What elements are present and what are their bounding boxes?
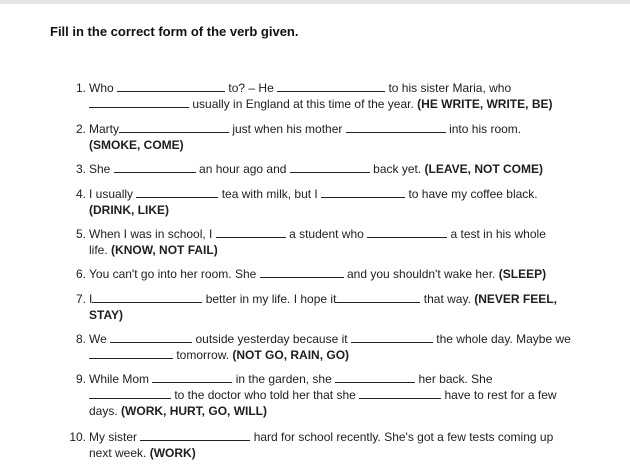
answer-blank[interactable] [110,331,192,343]
item-1-line-2 [89,96,552,112]
item-text: just when his mother [232,122,343,136]
item-9-line-3 [89,403,267,419]
verb-hint: (LEAVE, NOT COME) [424,162,543,176]
item-4-line-2 [89,202,169,218]
verb-hint: (WORK, HURT, GO, WILL) [121,404,268,418]
item-text: Who [89,81,114,95]
item-text: outside yesterday because it [195,332,348,346]
item-2-line-1 [89,121,521,137]
verb-hint: (DRINK, LIKE) [89,203,169,217]
item-number-8: 8. [75,332,86,346]
item-text: While Mom [89,372,150,386]
answer-blank[interactable] [114,161,196,173]
item-number-1: 1. [75,81,86,95]
verb-hint: (NOT GO, RAIN, GO) [232,348,350,362]
item-text: and you shouldn't wake her. [346,267,496,281]
item-5-line-2 [89,242,218,258]
item-text: hard for school recently. She's got a few tests coming up [253,430,554,444]
answer-blank[interactable] [359,387,441,399]
item-text: to? – He [228,81,274,95]
item-9-line-2 [89,387,557,403]
answer-blank[interactable] [92,291,202,303]
item-text: a student who [289,227,364,241]
item-7-line-2 [89,307,123,323]
answer-blank[interactable] [336,291,420,303]
verb-hint: (KNOW, NOT FAIL) [111,243,218,257]
item-3-line-1 [89,161,543,177]
item-text: into his room. [449,122,522,136]
item-6-line-1 [89,266,546,282]
item-text: She [89,162,111,176]
item-text: days. [89,404,118,418]
item-text: to his sister Maria, who [388,81,512,95]
verb-hint: (NEVER FEEL, [474,292,557,306]
answer-blank[interactable] [290,161,370,173]
item-text: Marty [89,122,119,136]
item-text: an hour ago and [199,162,287,176]
item-9-line-1 [89,371,493,387]
item-number-4: 4. [75,187,86,201]
verb-hint: (SLEEP) [498,267,547,281]
item-text: the whole day. Maybe we [436,332,571,346]
verb-hint: (HE WRITE, WRITE, BE) [417,97,553,111]
item-10-line-1 [89,429,553,445]
answer-blank[interactable] [119,121,229,133]
answer-blank[interactable] [346,121,446,133]
top-border [0,0,630,4]
item-text: have to rest for a few [444,388,557,402]
item-number-6: 6. [75,267,86,281]
item-8-line-2 [89,347,349,363]
item-number-5: 5. [75,227,86,241]
item-text: When I was in school, I [89,227,213,241]
answer-blank[interactable] [136,186,218,198]
verb-hint: (WORK) [149,446,196,460]
item-10-line-2 [89,445,196,461]
answer-blank[interactable] [367,226,447,238]
item-text: a test in his whole [450,227,546,241]
page-title: Fill in the correct form of the verb given. [50,24,299,39]
verb-hint: STAY) [89,308,124,322]
answer-blank[interactable] [89,387,171,399]
item-text: her back. She [418,372,493,386]
answer-blank[interactable] [117,80,225,92]
item-text: back yet. [373,162,422,176]
answer-blank[interactable] [140,429,250,441]
answer-blank[interactable] [216,226,286,238]
item-text: tea with milk, but I [221,187,318,201]
answer-blank[interactable] [152,371,232,383]
item-number-9: 9. [75,372,86,386]
item-text: to the doctor who told her that she [174,388,356,402]
answer-blank[interactable] [89,347,173,359]
answer-blank[interactable] [89,96,189,108]
item-text: better in my life. I hope it [205,292,337,306]
item-text: that way. [423,292,471,306]
item-text: to have my coffee black. [408,187,538,201]
item-7-line-1 [89,291,557,307]
answer-blank[interactable] [335,371,415,383]
item-text: I [89,292,93,306]
answer-blank[interactable] [351,331,433,343]
answer-blank[interactable] [260,266,344,278]
item-text: in the garden, she [235,372,332,386]
item-1-line-1 [89,80,511,96]
item-number-7: 7. [75,292,86,306]
item-2-line-2 [89,137,184,153]
item-text: next week. [89,446,147,460]
item-text: My sister [89,430,137,444]
item-number-3: 3. [75,162,86,176]
item-number-2: 2. [75,122,86,136]
answer-blank[interactable] [321,186,405,198]
item-text: You can't go into her room. She [89,267,257,281]
item-text: usually in England at this time of the year. [192,97,414,111]
item-text: tomorrow. [176,348,230,362]
item-text: We [89,332,107,346]
verb-hint: (SMOKE, COME) [89,138,184,152]
item-4-line-1 [89,186,538,202]
item-5-line-1 [89,226,546,242]
item-text: life. [89,243,108,257]
item-8-line-1 [89,331,571,347]
answer-blank[interactable] [277,80,385,92]
item-number-10: 10. [69,430,86,444]
item-text: I usually [89,187,134,201]
